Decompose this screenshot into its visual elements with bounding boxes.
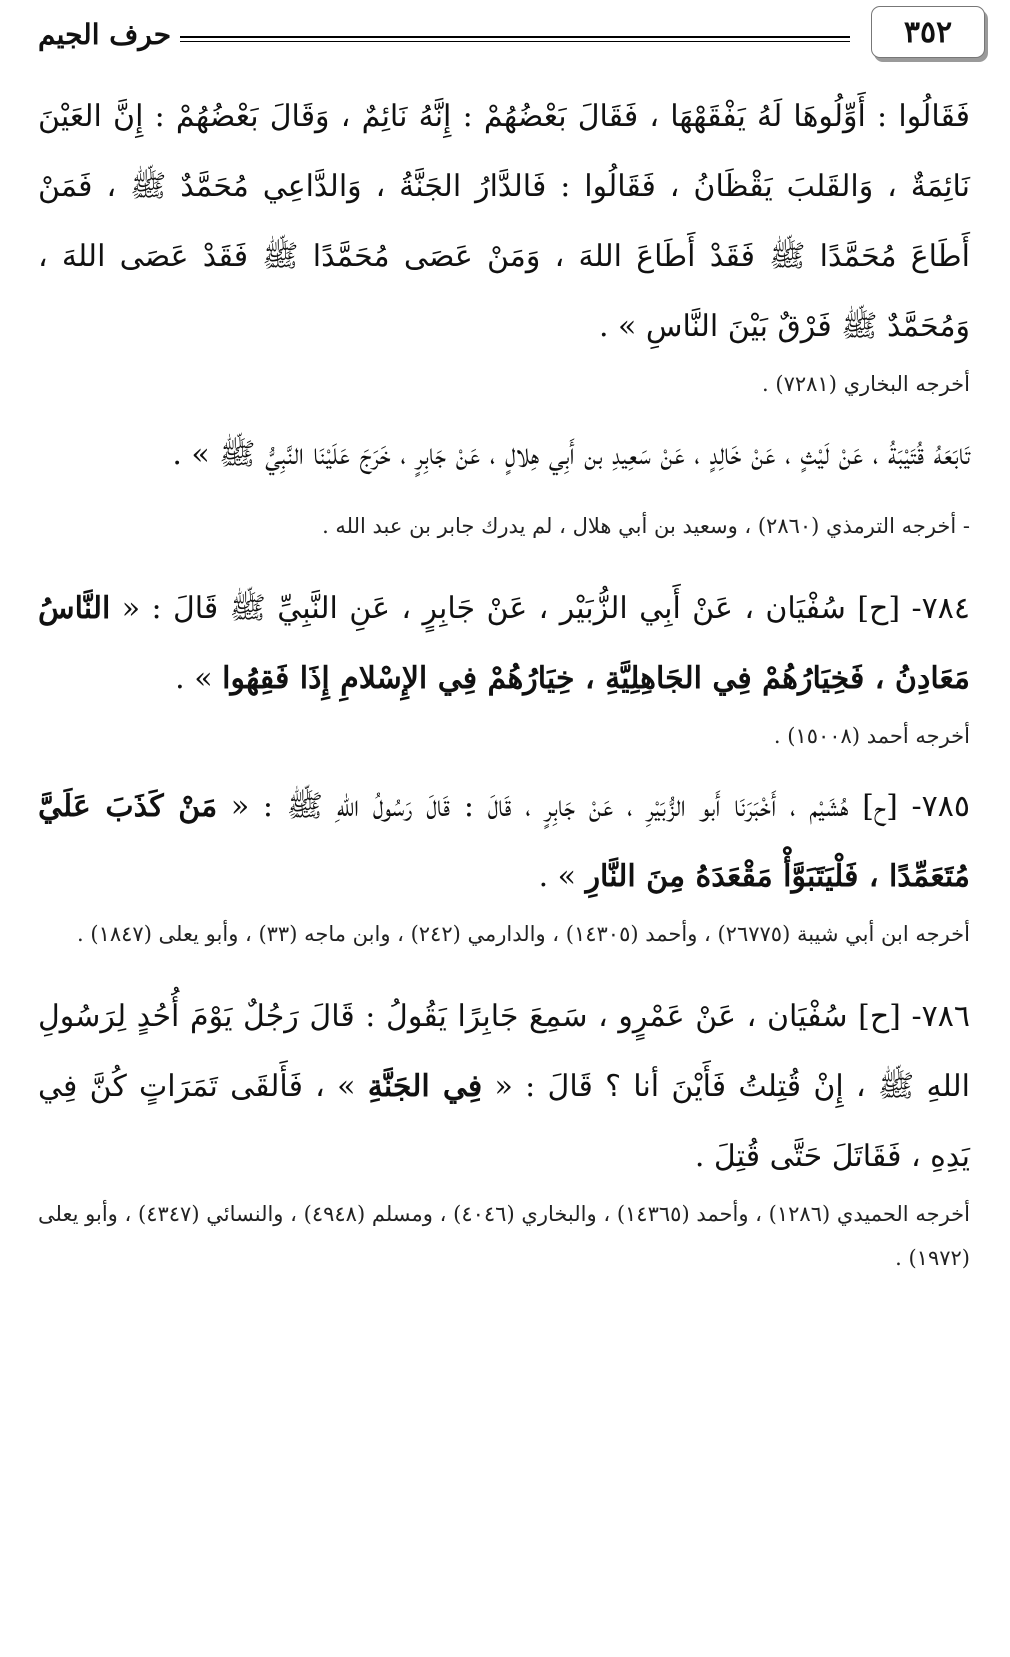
running-title: حرف الجيم	[38, 18, 171, 51]
hadith-785-matn: مَنْ كَذَبَ عَلَيَّ مُتَعَمِّدًا ، فَلْيَتَبَوَّأْ مَقْعَدَهُ مِنَ النَّارِ	[38, 789, 970, 894]
hadith-786	[38, 982, 970, 1192]
footnote-1: أخرجه البخاري (٧٢٨١) .	[762, 372, 970, 396]
hadith-786-matn: فِي الجَنَّةِ	[367, 1069, 483, 1104]
hadith-785-end: » .	[538, 859, 586, 894]
footnote-786: أخرجه الحميدي (١٢٨٦) ، وأحمد (١٤٣٦٥) ، والبخاري (٤٠٤٦) ، ومسلم (٤٩٤٨) ، والنسائي (٤٣٤٧) ، وأبو يعلى (١٩٧٢) .	[38, 1202, 970, 1270]
hadith-786-end: » ، فَأَلقَى تَمَرَاتٍ كُنَّ فِي يَدِهِ ، فَقَاتَلَ حَتَّى قُتِلَ .	[38, 1069, 970, 1174]
hadith-784-end: » .	[175, 661, 223, 696]
paragraph-mutabaa: تَابَعَهُ قُتَيْبَةُ ، عَنْ لَيْثٍ ، عَنْ خَالِدٍ ، عَنْ سَعِيدِ بن أَبِي هِلالٍ ، عَنْ جَابِرٍ ، خَرَجَ عَلَيْنَا النَّبِيُّ ﷺ » .	[172, 437, 970, 472]
page-body	[38, 82, 970, 1280]
hadith-785	[38, 772, 970, 912]
footnote-2: - أخرجه الترمذي (٢٨٦٠) ، وسعيد بن أبي هلال ، لم يدرك جابر بن عبد الله .	[322, 514, 970, 538]
hadith-784	[38, 574, 970, 714]
hadith-785-isnad: ٧٨٥- [ح] هُشَيْم ، أَخْبَرَنَا أَبو الزُّبَيْرِ ، عَنْ جَابِرٍ ، قَالَ : قَالَ رَسُولُ اللهِ ﷺ : «	[217, 789, 970, 824]
paragraph-continuation: فَقَالُوا : أَوِّلُوهَا لَهُ يَفْقَهْهَا ، فَقَالَ بَعْضُهُمْ : إِنَّهُ نَائِمٌ ، وَقَالَ بَعْضُهُمْ : إِنَّ العَيْنَ نَائِمَةٌ ، وَالقَلبَ يَقْظَانُ ، فَقَالُوا : فَالدَّارُ الجَنَّةُ ، وَالدَّاعِي مُحَمَّدٌ ﷺ ، فَمَنْ أَطَاعَ مُحَمَّدًا ﷺ فَقَدْ أَطَاعَ اللهَ ، وَمَنْ عَصَى مُحَمَّدًا ﷺ فَقَدْ عَصَى اللهَ ، وَمُحَمَّدٌ ﷺ فَرْقٌ بَيْنَ النَّاسِ » .	[38, 99, 970, 344]
page-header	[30, 6, 985, 66]
hadith-784-isnad: ٧٨٤- [ح] سُفْيَان ، عَنْ أَبِي الزُّبَيْر ، عَنْ جَابِرٍ ، عَنِ النَّبِيِّ ﷺ قَالَ : «	[110, 591, 970, 626]
hadith-784-matn: النَّاسُ مَعَادِنُ ، فَخِيَارُهُمْ فِي الجَاهِلِيَّةِ ، خِيَارُهُمْ فِي الإِسْلامِ إِذَا فَقِهُوا	[38, 591, 970, 696]
footnote-785: أخرجه ابن أبي شيبة (٢٦٧٧٥) ، وأحمد (١٤٣٠٥) ، والدارمي (٢٤٢) ، وابن ماجه (٣٣) ، وأبو يعلى (١٨٤٧) .	[77, 922, 970, 946]
page-number-box: ٣٥٢	[871, 6, 985, 58]
footnote-784: أخرجه أحمد (١٥٠٠٨) .	[773, 724, 970, 748]
header-rule	[180, 36, 850, 42]
hadith-786-isnad: ٧٨٦- [ح] سُفْيَان ، عَنْ عَمْرٍو ، سَمِعَ جَابِرًا يَقُولُ : قَالَ رَجُلٌ يَوْمَ أُحُدٍ لِرَسُولِ اللهِ ﷺ ، إِنْ قُتِلتُ فَأَيْنَ أنا ؟ قَالَ : «	[38, 999, 970, 1104]
